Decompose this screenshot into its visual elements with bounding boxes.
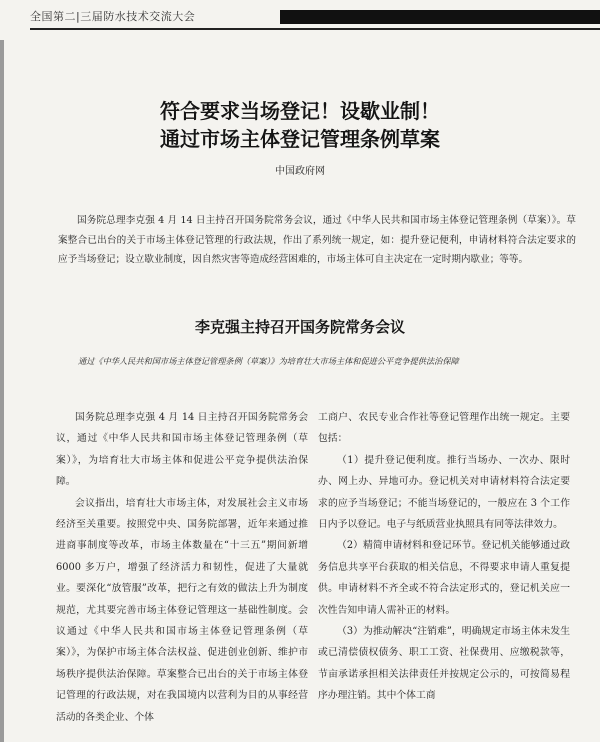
body-paragraph: （3）为推动解决“注销难”，明确规定市场主体未发生或已清偿债权债务、职工工资、社保费用、应缴税款等，节亩承诺承担相关法律责任并按规定公示的，可按简易程序办理注销。其中个体工商 [318, 626, 570, 702]
article-title-line2: 通过市场主体登记管理条例草案 [160, 127, 440, 151]
header-title: 全国第二|三届防水技术交流大会 [30, 10, 196, 23]
body-column-left [56, 407, 308, 728]
body-paragraph: （1）提升登记便利度。推行当场办、一次办、限时办、网上办、异地可办。登记机关对申请材料符合法定要求的应予当场登记；不能当场登记的，一般应在 3 个工作日内予以登记。电子与纸质营业执照具有同等法律效力。 [318, 454, 570, 531]
article-source: 中国政府网 [275, 166, 325, 177]
body-column-right [318, 407, 570, 707]
header-rule [30, 28, 600, 30]
article-title-line1: 符合要求当场登记！设歇业制！ [160, 99, 440, 123]
article-intro: 国务院总理李克强 4 月 14 日主持召开国务院常务会议，通过《中华人民共和国市场主体登记管理条例（草案）》。草案整合已出台的关于市场主体登记管理的行政法规，作出了系列统一规定，如：提升登记便利，申请材料符合法定要求的应予当场登记；设立歇业制度，因自然灾害等造成经营困难的，市场主体可自主决定在一定时期内歇业；等等。 [58, 215, 576, 265]
section-summary: 通过《中华人民共和国市场主体登记管理条例（草案）》为培育壮大市场主体和促进公平竞争提供法治保障 [78, 356, 459, 366]
section-title: 李克强主持召开国务院常务会议 [194, 318, 405, 336]
header-black-bar [280, 10, 600, 24]
page-header [0, 0, 600, 30]
body-paragraph: 国务院总理李克强 4 月 14 日主持召开国务院常务会议，通过《中华人民共和国市场主体登记管理条例（草案）》，为培育壮大市场主体和促进公平竞争提供法治保障。 [56, 412, 308, 488]
body-paragraph: 会议指出，培育壮大市场主体，对发展社会主义市场经济至关重要。按照党中央、国务院部署，近年来通过推进商事制度等改革，市场主体数量在“十三五”期间新增 6000 多万户，增强了经济活力和韧性，促进了大量就业。要深化“放管服”改革，把行之有效的做法上升为制度规范，尤其要完善市场主体登记管理这一基础性制度。会议通过《中华人民共和国市场主体登记管理条例（草案）》，为保护市场主体合法权益、促进创业创新、维护市场秩序提供法治保障。草案整合已出台的关于市场主体登记管理的行政法规，对在我国境内以营利为目的从事经营活动的各类企业、个体 [56, 497, 308, 723]
body-paragraph: 工商户、农民专业合作社等登记管理作出统一规定。主要包括： [318, 412, 570, 445]
body-paragraph: （2）精简申请材料和登记环节。登记机关能够通过政务信息共享平台获取的相关信息，不得要求申请人重复提供。申请材料不齐全或不符合法定形式的，登记机关应一次性告知申请人需补正的材料。 [318, 540, 570, 616]
